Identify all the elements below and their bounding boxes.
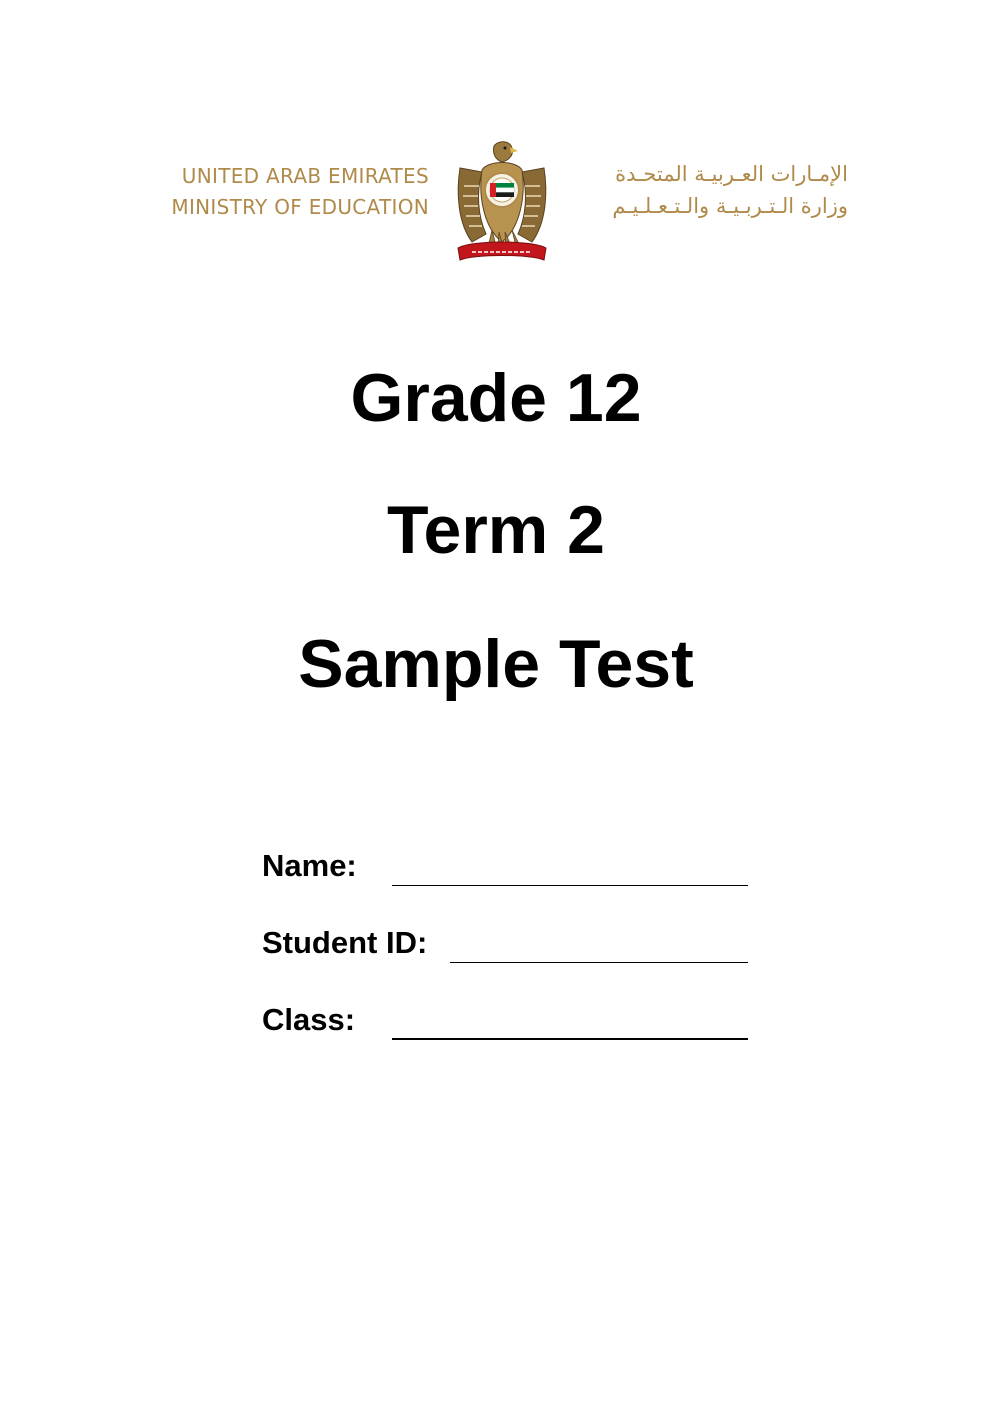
ministry-en-line2: MINISTRY OF EDUCATION (171, 195, 429, 219)
uae-falcon-emblem-icon (452, 138, 552, 266)
ministry-name-arabic (574, 158, 848, 222)
class-field (262, 1002, 748, 1042)
name-label: Name: (262, 848, 357, 883)
ministry-ar-line2: وزارة الـتـربـيـة والـتـعـلـيـم (612, 194, 848, 218)
ministry-en-line1: UNITED ARAB EMIRATES (181, 164, 429, 188)
ministry-header (0, 136, 992, 268)
grade-title: Grade 12 (350, 360, 642, 436)
class-blank-line[interactable] (392, 1038, 748, 1040)
ministry-name-english (171, 161, 429, 223)
name-blank-line[interactable] (392, 885, 748, 886)
name-field (262, 848, 748, 888)
student-id-field (262, 925, 748, 965)
student-id-blank-line[interactable] (450, 962, 748, 963)
term-title: Term 2 (387, 492, 605, 568)
student-id-label: Student ID: (262, 925, 428, 960)
ministry-ar-line1: الإمـارات العـربيـة المتحـدة (615, 162, 848, 186)
sample-test-title: Sample Test (298, 626, 694, 702)
class-label: Class: (262, 1002, 356, 1037)
